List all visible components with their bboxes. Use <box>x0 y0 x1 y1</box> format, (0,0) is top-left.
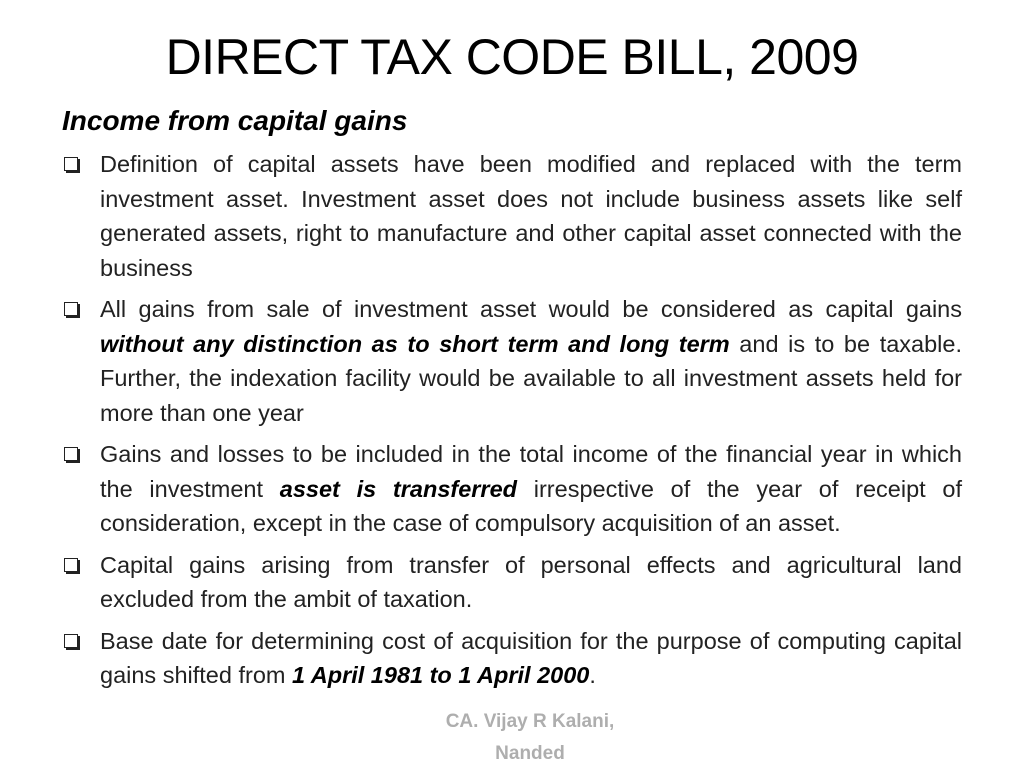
checkbox-bullet-icon <box>64 634 78 648</box>
checkbox-bullet-icon <box>64 302 78 316</box>
bullet-emphasis: 1 April 1981 to 1 April 2000 <box>292 662 590 688</box>
bullet-item-gains-losses <box>62 437 962 541</box>
slide-content <box>62 101 962 700</box>
bullet-emphasis: asset is transferred <box>279 475 518 502</box>
section-heading: Income from capital gains <box>62 105 408 136</box>
footer-author-name: CA. Vijay R Kalani, <box>445 711 615 732</box>
checkbox-bullet-icon <box>64 447 78 461</box>
bullet-text: and is to be taxable. Further, the indexation facility would be available to all investment assets held for more than one year <box>100 330 962 426</box>
bullet-text: Definition of capital assets have been modified and replaced with the term investment asset. Investment asset does not include business assets like self generated assets, right to manufacture and other capital asset connected with the business <box>100 151 962 281</box>
bullet-text: . <box>589 662 596 688</box>
bullet-item-base-date <box>62 624 962 693</box>
checkbox-bullet-icon <box>64 558 78 572</box>
footer-author <box>400 706 660 770</box>
bullet-text: Gains and losses to be included in the total income of the financial year in which the investment <box>100 441 962 502</box>
bullet-list <box>62 147 962 693</box>
bullet-text: Base date for determining cost of acquisition for the purpose of computing capital gains shifted from <box>100 627 962 688</box>
bullet-text: irrespective of the year of receipt of consideration, except in the case of compulsory acquisition of an asset. <box>100 475 962 536</box>
bullet-item-capital-gains <box>62 292 962 430</box>
bullet-emphasis: without any distinction as to short term and long term <box>100 330 730 357</box>
bullet-item-asset-definition <box>62 147 962 285</box>
bullet-text: All gains from sale of investment asset would be considered as capital gains <box>100 296 962 322</box>
footer-author-location: Nanded <box>495 743 565 764</box>
bullet-text: Capital gains arising from transfer of personal effects and agricultural land excluded from the ambit of taxation. <box>100 551 962 612</box>
bullet-item-exclusions <box>62 548 962 617</box>
checkbox-bullet-icon <box>64 157 78 171</box>
slide-title: DIRECT TAX CODE BILL, 2009 <box>165 29 859 85</box>
